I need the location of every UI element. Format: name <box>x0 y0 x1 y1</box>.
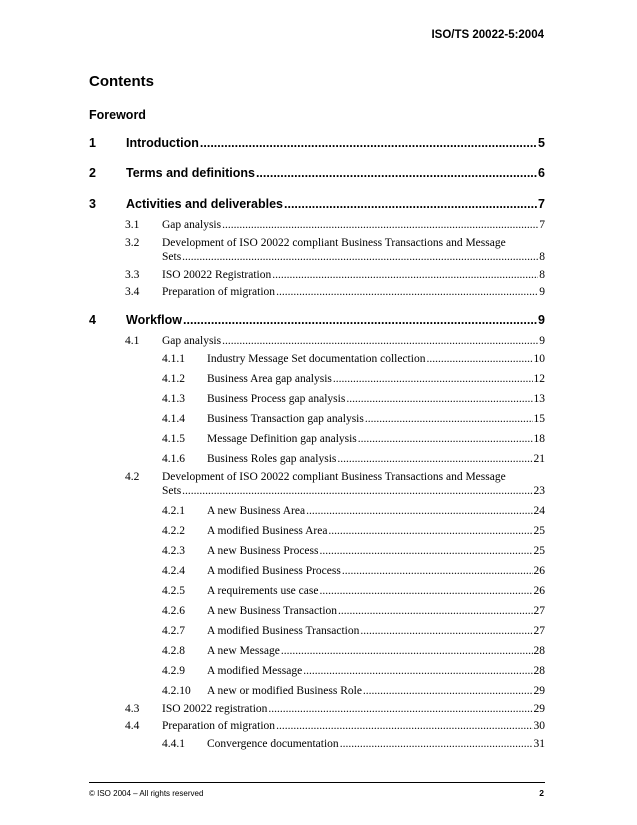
toc-number: 1 <box>89 136 96 150</box>
toc-page: 28 <box>533 665 545 677</box>
toc-title: Message Definition gap analysis <box>207 433 357 445</box>
toc-title: A new Message <box>207 645 280 657</box>
toc-page: 9 <box>539 286 545 298</box>
leader-dots <box>426 353 532 365</box>
document-id-header: ISO/TS 20022-5:2004 <box>431 29 544 41</box>
toc-number: 4.2.4 <box>162 565 185 577</box>
toc-number: 4.1.2 <box>162 373 185 385</box>
toc-number: 4 <box>89 313 96 327</box>
toc-page: 9 <box>538 313 545 327</box>
toc-page: 12 <box>533 373 545 385</box>
toc-title: A modified Message <box>207 665 303 677</box>
leader-dots <box>337 453 532 465</box>
toc-title: Business Transaction gap analysis <box>207 413 364 425</box>
toc-page: 9 <box>539 335 545 347</box>
footer-divider <box>89 782 545 783</box>
toc-number: 4.2.2 <box>162 525 185 537</box>
leader-dots <box>342 565 533 577</box>
leader-dots <box>320 545 533 557</box>
leader-dots <box>182 251 538 263</box>
toc-number: 4.2.1 <box>162 505 185 517</box>
toc-entry-foreword[interactable]: Foreword <box>89 108 146 122</box>
toc-page: 23 <box>533 485 545 497</box>
toc-page: 30 <box>533 720 545 732</box>
toc-title: Workflow <box>126 313 183 327</box>
toc-page: 18 <box>533 433 545 445</box>
toc-title: Introduction <box>126 136 199 150</box>
toc-page: 29 <box>533 703 545 715</box>
toc-number: 4.4.1 <box>162 738 185 750</box>
toc-number: 4.2.5 <box>162 585 185 597</box>
leader-dots <box>303 665 532 677</box>
leader-dots <box>281 645 533 657</box>
toc-title: Business Roles gap analysis <box>207 453 337 465</box>
leader-dots <box>319 585 532 597</box>
toc-number: 4.1.3 <box>162 393 185 405</box>
toc-number: 4.1.5 <box>162 433 185 445</box>
toc-title: A new Business Transaction <box>207 605 338 617</box>
toc-title: Development of ISO 20022 compliant Business Transactions and Message <box>162 471 506 483</box>
leader-dots <box>222 335 538 347</box>
toc-number: 4.2.6 <box>162 605 185 617</box>
toc-number: 4.4 <box>125 720 140 732</box>
toc-number: 4.1.4 <box>162 413 185 425</box>
toc-title: Gap analysis <box>162 335 222 347</box>
toc-page: 29 <box>533 685 545 697</box>
toc-number: 3 <box>89 197 96 211</box>
toc-number: 4.2.3 <box>162 545 185 557</box>
leader-dots <box>183 313 537 327</box>
footer-page-number: 2 <box>539 788 544 798</box>
leader-dots <box>200 136 537 150</box>
footer-copyright: © ISO 2004 – All rights reserved <box>89 789 204 798</box>
leader-dots <box>346 393 532 405</box>
contents-heading: Contents <box>89 73 154 90</box>
toc-title: Activities and deliverables <box>126 197 284 211</box>
toc-number: 4.2 <box>125 471 140 483</box>
toc-page: 7 <box>538 197 545 211</box>
toc-title: A modified Business Transaction <box>207 625 360 637</box>
toc-title: Business Area gap analysis <box>207 373 332 385</box>
toc-number: 4.2.7 <box>162 625 185 637</box>
toc-page: 26 <box>533 565 545 577</box>
toc-title: ISO 20022 registration <box>162 703 268 715</box>
toc-number: 3.2 <box>125 237 140 249</box>
toc-number: 4.1 <box>125 335 140 347</box>
leader-dots <box>284 197 537 211</box>
leader-dots <box>182 485 532 497</box>
leader-dots <box>222 219 538 231</box>
toc-title: ISO 20022 Registration <box>162 269 272 281</box>
leader-dots <box>338 605 532 617</box>
toc-page: 5 <box>538 136 545 150</box>
leader-dots <box>333 373 533 385</box>
toc-page: 13 <box>533 393 545 405</box>
toc-title: A modified Business Process <box>207 565 341 577</box>
toc-title: A new Business Process <box>207 545 319 557</box>
toc-title: Convergence documentation <box>207 738 339 750</box>
leader-dots <box>276 286 538 298</box>
toc-title: Preparation of migration <box>162 720 276 732</box>
toc-number: 4.2.8 <box>162 645 185 657</box>
toc-page: 8 <box>539 251 545 263</box>
toc-title: A new or modified Business Role <box>207 685 362 697</box>
leader-dots <box>256 166 537 180</box>
toc-title-continued: Sets <box>162 251 182 263</box>
toc-page: 15 <box>533 413 545 425</box>
toc-page: 10 <box>533 353 545 365</box>
toc-number: 4.1.1 <box>162 353 185 365</box>
leader-dots <box>363 685 533 697</box>
leader-dots <box>340 738 533 750</box>
leader-dots <box>328 525 532 537</box>
leader-dots <box>360 625 532 637</box>
toc-title: A requirements use case <box>207 585 319 597</box>
toc-number: 4.2.9 <box>162 665 185 677</box>
toc-title: A modified Business Area <box>207 525 328 537</box>
toc-page: 8 <box>539 269 545 281</box>
toc-number: 3.3 <box>125 269 140 281</box>
leader-dots <box>268 703 532 715</box>
toc-title: Preparation of migration <box>162 286 276 298</box>
toc-page: 31 <box>533 738 545 750</box>
leader-dots <box>358 433 533 445</box>
toc-number: 4.3 <box>125 703 140 715</box>
toc-page: 6 <box>538 166 545 180</box>
toc-title: Industry Message Set documentation collection <box>207 353 426 365</box>
toc-number: 3.4 <box>125 286 140 298</box>
toc-page: 25 <box>533 525 545 537</box>
toc-title: A new Business Area <box>207 505 306 517</box>
leader-dots <box>306 505 532 517</box>
toc-title: Development of ISO 20022 compliant Business Transactions and Message <box>162 237 506 249</box>
toc-title: Gap analysis <box>162 219 222 231</box>
toc-page: 27 <box>533 625 545 637</box>
leader-dots <box>272 269 538 281</box>
toc-page: 24 <box>533 505 545 517</box>
toc-page: 21 <box>533 453 545 465</box>
toc-number: 4.1.6 <box>162 453 185 465</box>
leader-dots <box>276 720 532 732</box>
toc-number: 3.1 <box>125 219 140 231</box>
toc-page: 7 <box>539 219 545 231</box>
toc-number: 2 <box>89 166 96 180</box>
toc-title: Terms and definitions <box>126 166 255 180</box>
toc-page: 25 <box>533 545 545 557</box>
toc-title: Business Process gap analysis <box>207 393 346 405</box>
toc-page: 28 <box>533 645 545 657</box>
toc-page: 26 <box>533 585 545 597</box>
leader-dots <box>365 413 533 425</box>
toc-number: 4.2.10 <box>162 685 191 697</box>
toc-page: 27 <box>533 605 545 617</box>
toc-title-continued: Sets <box>162 485 182 497</box>
